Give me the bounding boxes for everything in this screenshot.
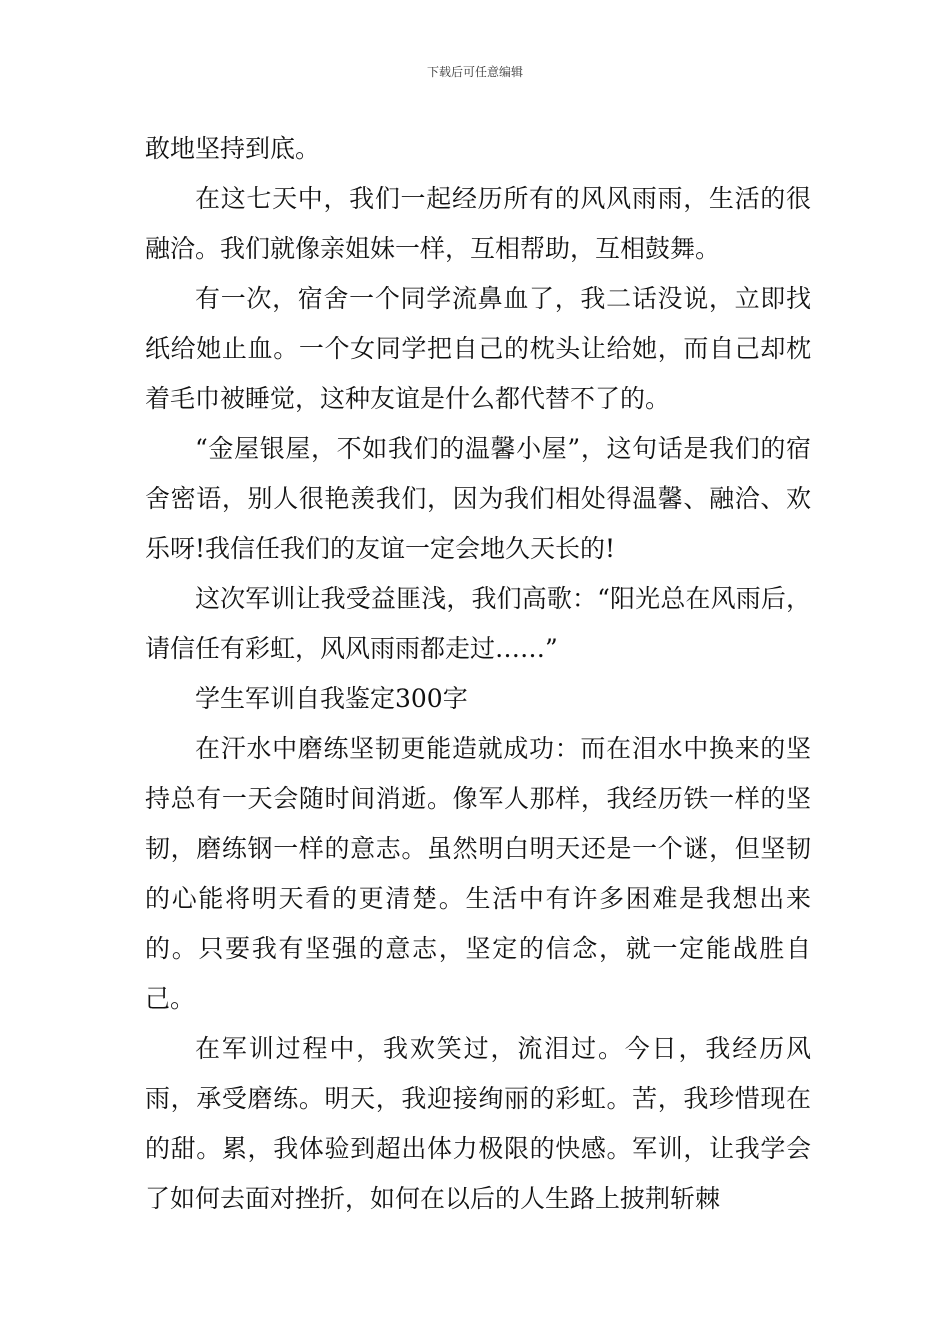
paragraph: 敢地坚持到底。	[145, 134, 321, 163]
paragraph: 在汗水中磨练坚韧更能造就成功：而在泪水中换来的坚持总有一天会随时间消逝。像军人那样，我经历铁一样的坚韧，磨练钢一样的意志。虽然明白明天还是一个谜，但坚韧的心能将明天看的更清楚。生活中有许多困难是我想出来的。只要我有坚强的意志，坚定的信念，就一定能战胜自己。	[145, 734, 811, 1013]
paragraph: 这次军训让我受益匪浅，我们高歌：“阳光总在风雨后，请信任有彩虹，风风雨雨都走过……”	[145, 584, 811, 663]
page-header: 下载后可任意编辑	[426, 65, 523, 79]
paragraph: 在这七天中，我们一起经历所有的风风雨雨，生活的很融洽。我们就像亲姐妹一样，互相帮助，互相鼓舞。	[145, 184, 811, 263]
section-title: 学生军训自我鉴定300字	[195, 684, 468, 713]
paragraph: 有一次，宿舍一个同学流鼻血了，我二话没说，立即找纸给她止血。一个女同学把自己的枕头让给她，而自己却枕着毛巾被睡觉，这种友谊是什么都代替不了的。	[145, 284, 811, 413]
document-body	[145, 124, 811, 1224]
paragraph: 在军训过程中，我欢笑过，流泪过。今日，我经历风雨，承受磨练。明天，我迎接绚丽的彩虹。苦，我珍惜现在的甜。累，我体验到超出体力极限的快感。军训，让我学会了如何去面对挫折，如何在以后的人生路上披荆斩棘	[145, 1034, 811, 1213]
paragraph: “金屋银屋，不如我们的温馨小屋”，这句话是我们的宿舍密语，别人很艳羡我们，因为我们相处得温馨、融洽、欢乐呀!我信任我们的友谊一定会地久天长的!	[145, 434, 811, 563]
